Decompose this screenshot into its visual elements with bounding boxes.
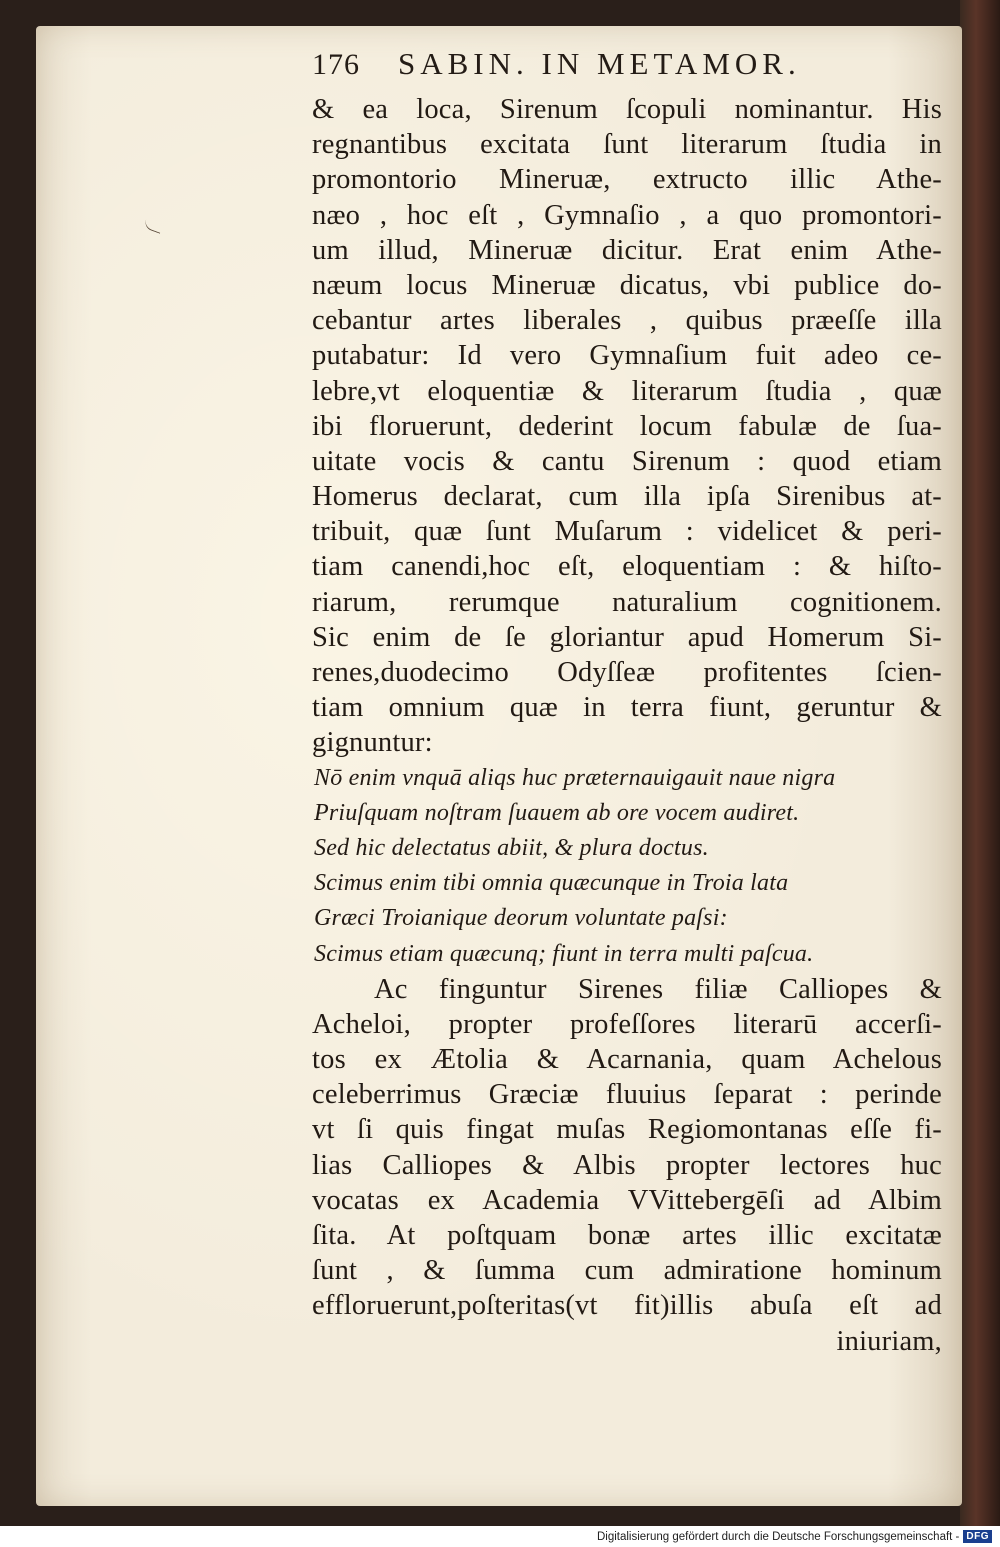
funding-note: Digitalisierung gefördert durch die Deutsche Forschungsgemeinschaft - [596,1530,960,1543]
text-line: Ac finguntur Sirenes filiæ Calliopes & [374,973,942,1005]
text-line: lebre,vt eloquentiæ & literarum ſtudia , quæ [312,375,942,407]
text-line: gignuntur: [312,727,433,759]
text-line: lias Calliopes & Albis propter lectores huc [312,1149,942,1181]
catchword: iniuriam, [836,1325,942,1357]
book-page [36,26,962,1506]
text-line: tiam canendi,hoc eſt, eloquentiam : & hiſto- [312,551,942,583]
text-line: Homerus declarat, cum illa ipſa Sirenibus at- [312,481,942,513]
verse-line: Priuſquam noſtram ſuauem ab ore vocem audiret. [314,799,800,826]
text-line: renes,duodecimo Odyſſeæ profitentes ſcien- [312,657,942,688]
footer-bar [0,1526,1000,1547]
text-line: cebantur artes liberales , quibus præeſſe illa [312,305,942,337]
text-line: næo , hoc eſt , Gymnaſio , a quo promontori- [312,199,942,231]
text-line: vocatas ex Academia VVittebergēſi ad Albim [312,1184,942,1216]
text-line: næum locus Mineruæ dicatus, vbi publice do- [312,269,942,301]
text-line: & ea loca, Sirenum ſcopuli nominantur. His [312,94,942,125]
text-line: effloruerunt,poſteritas(vt fit)illis abuſa eſt ad [312,1290,942,1322]
text-line: putabatur: Id vero Gymnaſium fuit adeo ce- [312,340,942,372]
text-line: ſita. At poſtquam bonæ artes illic excitatæ [312,1220,942,1251]
dfg-logo: DFG [963,1530,992,1543]
text-line: Acheloi, propter profeſſores literarū accerſi- [312,1008,942,1040]
text-line: vt ſi quis fingat muſas Regiomontanas eſſe fi- [312,1114,942,1146]
main-text [312,92,942,1359]
text-line: regnantibus excitata ſunt literarum ſtudia in [312,129,942,161]
verse-line: Sed hic delectatus abiit, & plura doctus. [314,834,709,861]
running-head-title: SABIN. IN METAMOR. [398,46,801,81]
text-line: um illud, Mineruæ dicitur. Erat enim Athe- [312,234,942,266]
page-number: 176 [312,48,360,81]
text-line: celeberrimus Græciæ fluuius ſeparat : perinde [312,1079,942,1111]
text-line: tiam omnium quæ in terra fiunt, geruntur & [312,692,942,724]
running-head [312,46,801,82]
margin-mark [143,219,163,234]
book-edge [960,0,1000,1526]
text-line: promontorio Mineruæ, extructo illic Athe- [312,164,942,196]
text-line: ibi floruerunt, dederint locum fabulæ de ſua- [312,410,942,442]
text-line: Sic enim de ſe gloriantur apud Homerum Si- [312,621,942,653]
text-line: tos ex Ætolia & Acarnania, quam Achelous [312,1044,942,1076]
text-line: uitate vocis & cantu Sirenum : quod etiam [312,445,942,477]
verse-line: Scimus etiam quæcunq; fiunt in terra multi paſcua. [314,940,814,967]
text-line: tribuit, quæ ſunt Muſarum : videlicet & peri- [312,516,942,548]
verse-line: Græci Troianique deorum voluntate paſsi: [314,905,728,932]
text-line: riarum, rerumque naturalium cognitionem. [312,586,942,618]
text-line: ſunt , & ſumma cum admiratione hominum [312,1255,942,1287]
verse-line: Nō enim vnquā aliqs huc præternauigauit naue nigra [314,764,836,791]
verse-line: Scimus enim tibi omnia quæcunque in Troia lata [314,870,789,897]
